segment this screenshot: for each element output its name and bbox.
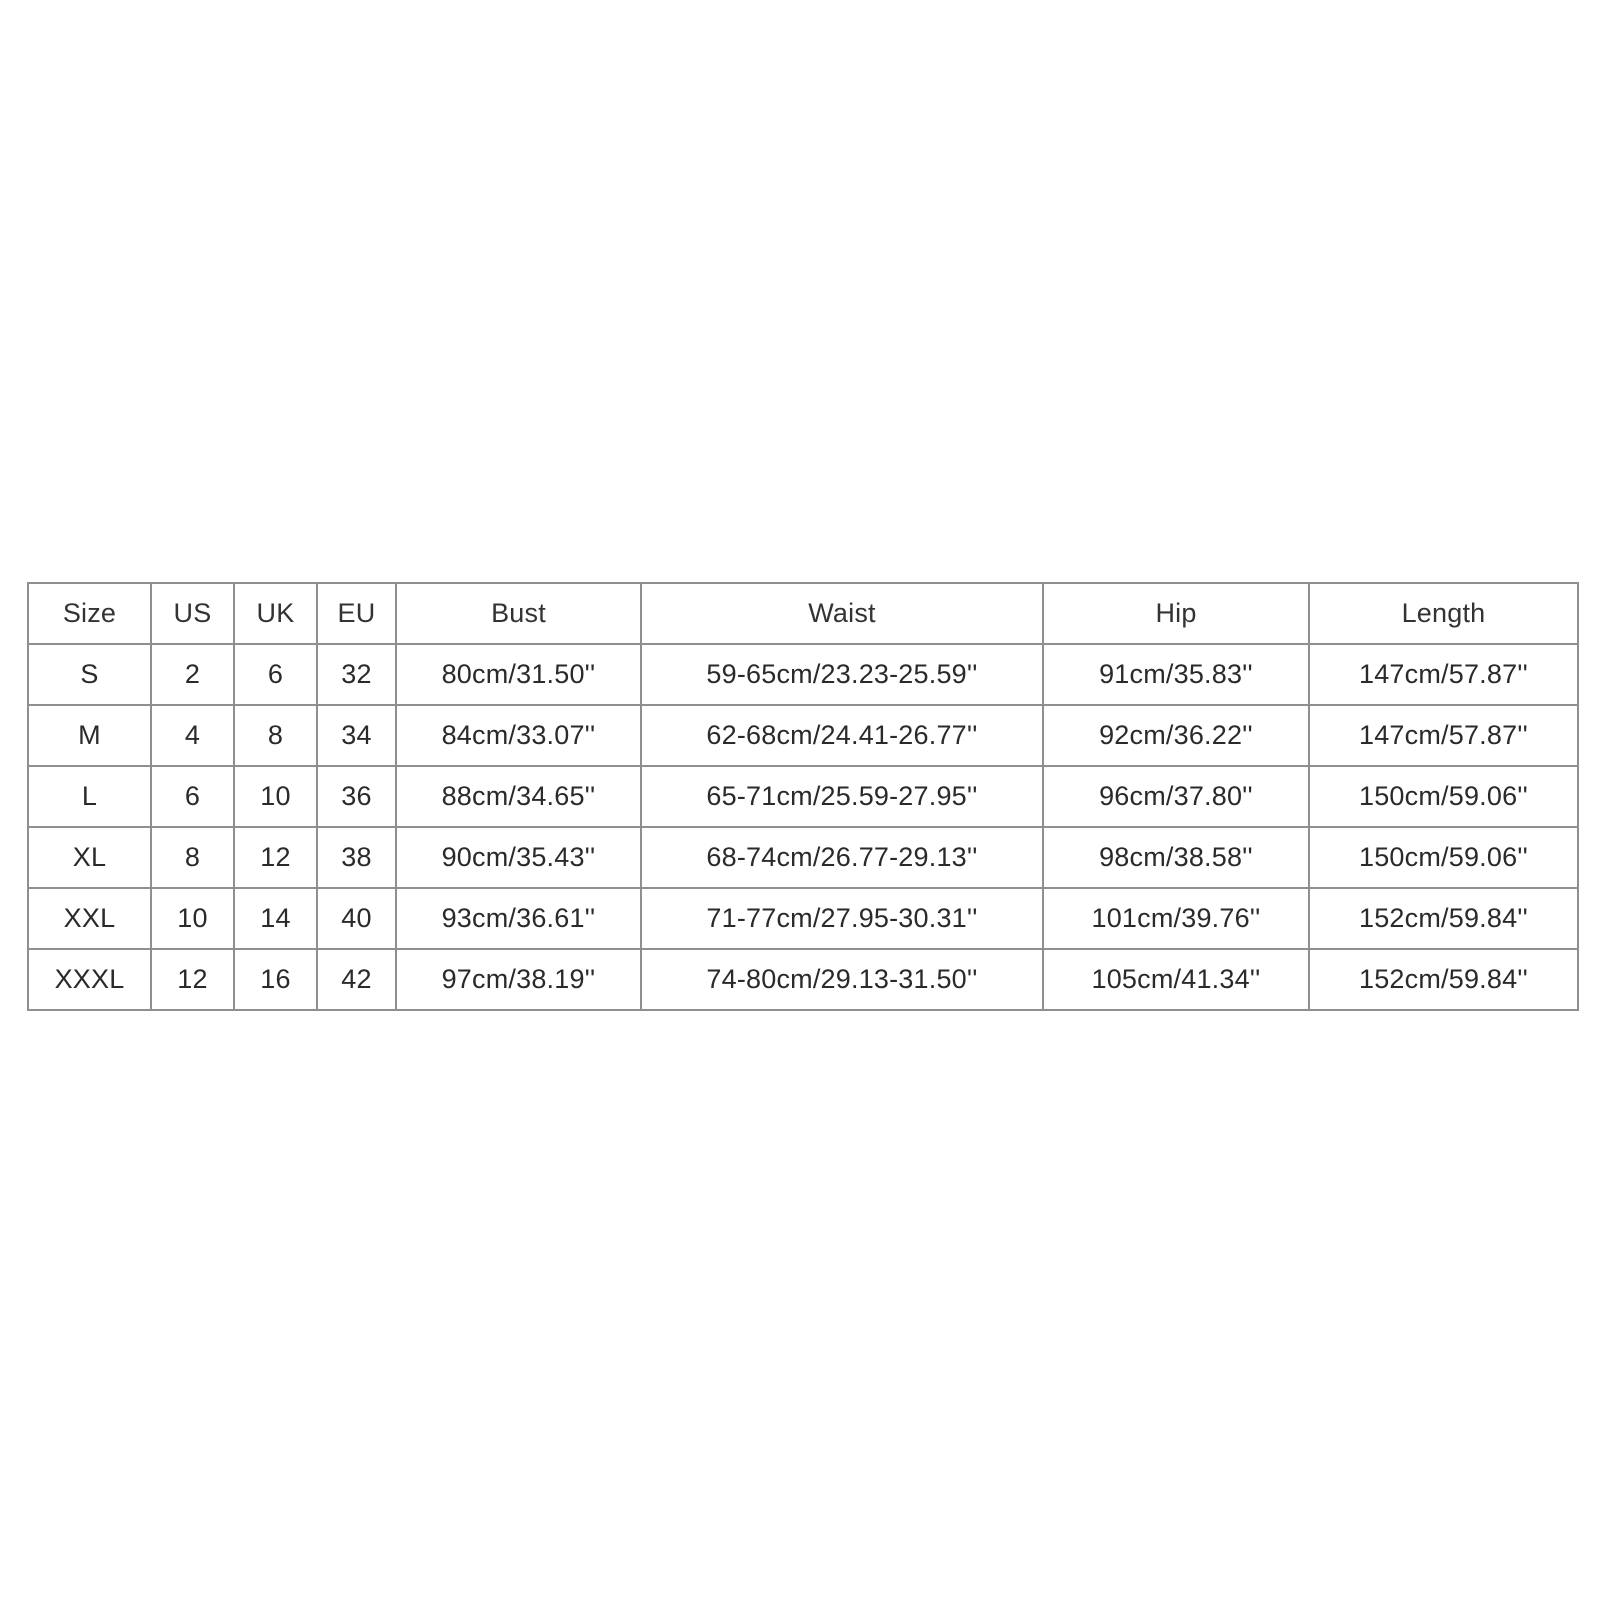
header-us: US — [151, 583, 234, 644]
cell-hip: 105cm/41.34'' — [1043, 949, 1309, 1010]
cell-bust: 97cm/38.19'' — [396, 949, 641, 1010]
cell-us: 4 — [151, 705, 234, 766]
cell-bust: 90cm/35.43'' — [396, 827, 641, 888]
cell-uk: 12 — [234, 827, 317, 888]
cell-hip: 91cm/35.83'' — [1043, 644, 1309, 705]
cell-bust: 88cm/34.65'' — [396, 766, 641, 827]
cell-size: XXL — [28, 888, 151, 949]
size-chart-table — [27, 582, 1579, 1011]
cell-size: L — [28, 766, 151, 827]
header-size: Size — [28, 583, 151, 644]
cell-waist: 74-80cm/29.13-31.50'' — [641, 949, 1043, 1010]
cell-bust: 80cm/31.50'' — [396, 644, 641, 705]
table-row — [28, 644, 1578, 705]
cell-size: S — [28, 644, 151, 705]
table-row — [28, 888, 1578, 949]
cell-uk: 8 — [234, 705, 317, 766]
cell-us: 10 — [151, 888, 234, 949]
cell-bust: 93cm/36.61'' — [396, 888, 641, 949]
table-row — [28, 766, 1578, 827]
cell-us: 2 — [151, 644, 234, 705]
cell-eu: 36 — [317, 766, 396, 827]
cell-length: 152cm/59.84'' — [1309, 949, 1578, 1010]
table-row — [28, 705, 1578, 766]
cell-length: 147cm/57.87'' — [1309, 644, 1578, 705]
cell-waist: 59-65cm/23.23-25.59'' — [641, 644, 1043, 705]
cell-size: XL — [28, 827, 151, 888]
header-eu: EU — [317, 583, 396, 644]
cell-bust: 84cm/33.07'' — [396, 705, 641, 766]
cell-size: XXXL — [28, 949, 151, 1010]
cell-uk: 10 — [234, 766, 317, 827]
cell-eu: 42 — [317, 949, 396, 1010]
cell-length: 152cm/59.84'' — [1309, 888, 1578, 949]
cell-us: 6 — [151, 766, 234, 827]
cell-eu: 32 — [317, 644, 396, 705]
cell-waist: 65-71cm/25.59-27.95'' — [641, 766, 1043, 827]
header-waist: Waist — [641, 583, 1043, 644]
cell-eu: 38 — [317, 827, 396, 888]
header-hip: Hip — [1043, 583, 1309, 644]
header-length: Length — [1309, 583, 1578, 644]
cell-hip: 92cm/36.22'' — [1043, 705, 1309, 766]
cell-waist: 71-77cm/27.95-30.31'' — [641, 888, 1043, 949]
cell-uk: 6 — [234, 644, 317, 705]
cell-us: 12 — [151, 949, 234, 1010]
header-uk: UK — [234, 583, 317, 644]
header-bust: Bust — [396, 583, 641, 644]
cell-uk: 16 — [234, 949, 317, 1010]
cell-hip: 98cm/38.58'' — [1043, 827, 1309, 888]
cell-size: M — [28, 705, 151, 766]
cell-waist: 62-68cm/24.41-26.77'' — [641, 705, 1043, 766]
cell-us: 8 — [151, 827, 234, 888]
cell-hip: 96cm/37.80'' — [1043, 766, 1309, 827]
table-header-row — [28, 583, 1578, 644]
cell-length: 147cm/57.87'' — [1309, 705, 1578, 766]
cell-length: 150cm/59.06'' — [1309, 766, 1578, 827]
cell-waist: 68-74cm/26.77-29.13'' — [641, 827, 1043, 888]
cell-uk: 14 — [234, 888, 317, 949]
table-row — [28, 949, 1578, 1010]
cell-length: 150cm/59.06'' — [1309, 827, 1578, 888]
cell-hip: 101cm/39.76'' — [1043, 888, 1309, 949]
table-row — [28, 827, 1578, 888]
cell-eu: 34 — [317, 705, 396, 766]
cell-eu: 40 — [317, 888, 396, 949]
